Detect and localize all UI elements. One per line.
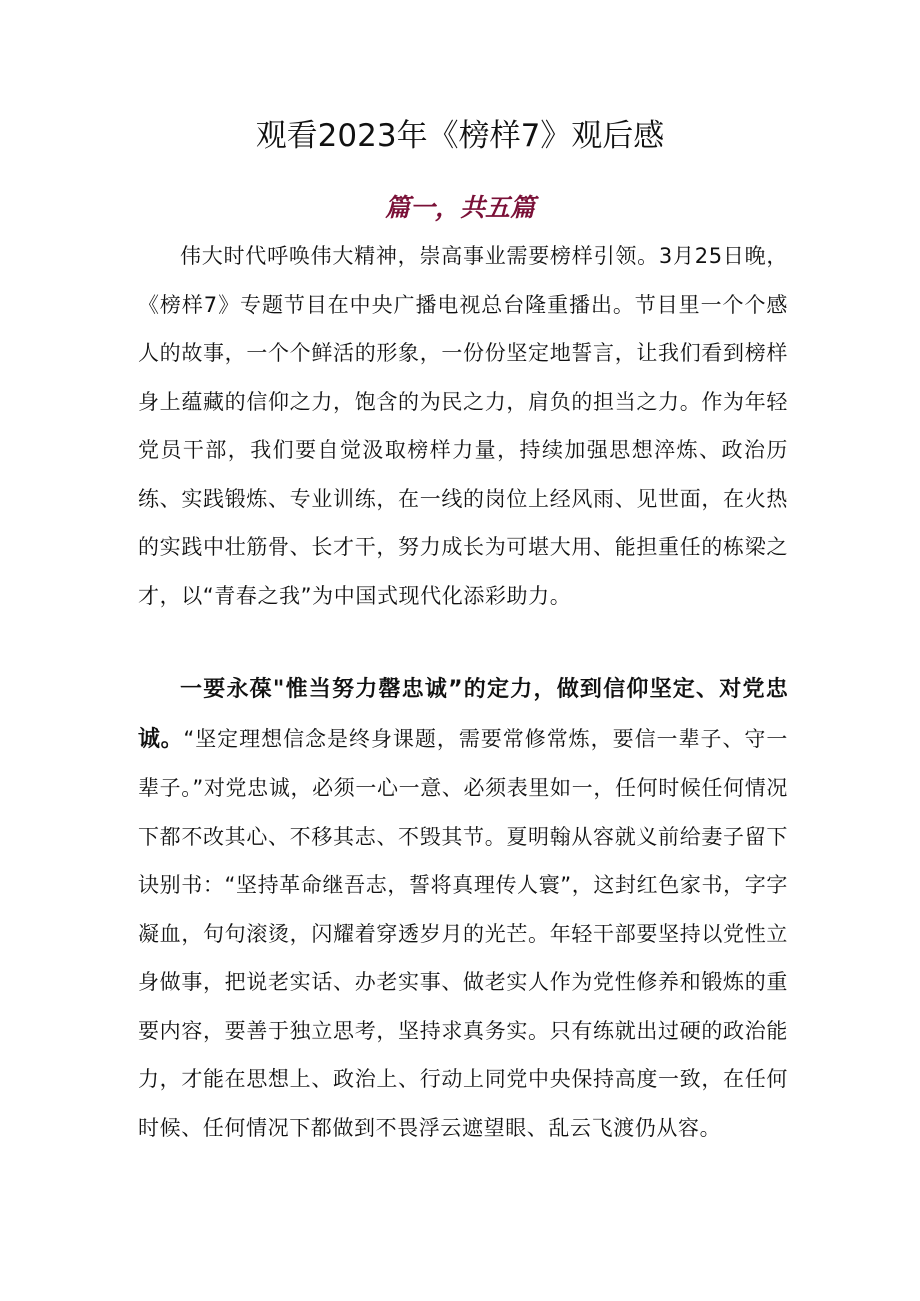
section-subtitle: 篇一，共五篇 [384,193,535,222]
page-title: 观看2023年《榜样7》观后感 [255,118,665,154]
paragraph-1 [138,232,788,620]
paragraph-2 [138,665,788,1152]
paragraph-2-text: “坚定理想信念是终身课题，需要常修常炼，要信一辈子、守一辈子。”对党忠诚，必须一心一意、必须表里如一，任何时候任何情况下都不改其心、不移其志、不毁其节。夏明翰从容就义前给妻子留下诀别书：“坚持革命继吾志，誓将真理传人寰”，这封红色家书，字字凝血，句句滚烫，闪耀着穿透岁月的光芒。年轻干部要坚持以党性立身做事，把说老实话、办老实事、做老实人作为党性修养和锻炼的重要内容，要善于独立思考，坚持求真务实。只有练就出过硬的政治能力，才能在思想上、政治上、行动上同党中央保持高度一致，在任何时候、任何情况下都做到不畏浮云遮望眼、乱云飞渡仍从容。 [138,726,788,1140]
paragraph-2-lead: 一要永葆"惟当努力罄忠诚”的定力，做到信仰坚定、对党忠诚。 [138,677,788,752]
paragraph-1-text: 伟大时代呼唤伟大精神，崇高事业需要榜样引领。3月25日晚，《榜样7》专题节目在中央广播电视总台隆重播出。节目里一个个感人的故事，一个个鲜活的形象，一份份坚定地誓言，让我们看到榜样身上蕴藏的信仰之力，饱含的为民之力，肩负的担当之力。作为年轻党员干部，我们要自觉汲取榜样力量，持续加强思想淬炼、政治历练、实践锻炼、专业训练，在一线的岗位上经风雨、见世面，在火热的实践中壮筋骨、长才干，努力成长为可堪大用、能担重任的栋梁之才，以“青春之我”为中国式现代化添彩助力。 [138,244,788,608]
